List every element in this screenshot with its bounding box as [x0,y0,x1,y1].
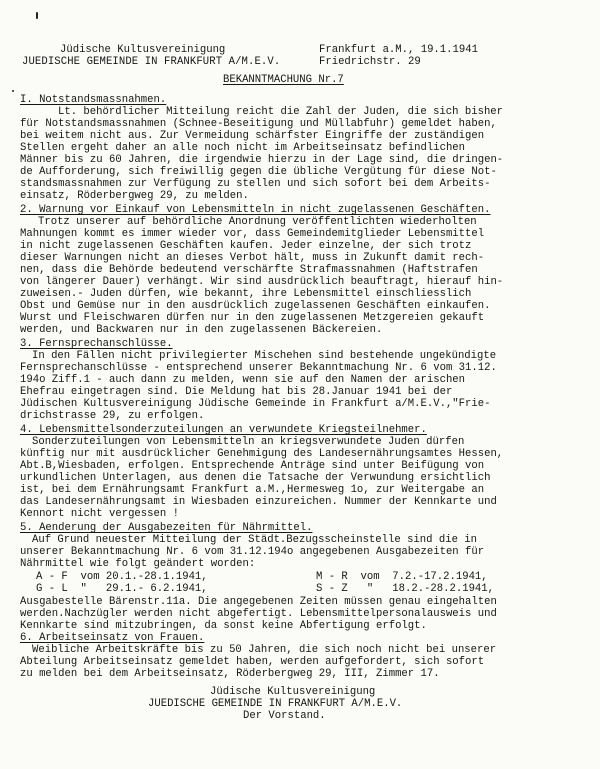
scan-speck [36,12,38,19]
body-line: nen, dass die Behörde bedeutend verschärfte Strafmassnahmen (Haftstrafen [20,264,478,276]
body-line: Lt. behördlicher Mitteilung reicht die Zahl der Juden, die sich bisher [58,106,504,118]
body-line: Männer bis zu 60 Jahren, die irgendwie hierzu in der Lage sind, die dringen- [20,154,504,166]
body-line: werden, und Backwaren nur in den zugelassenen Bäckereien. [20,324,383,336]
body-line: standsmassnahmen zur Verfügung zu stellen und sich sofort bei dem Arbeits- [20,178,491,190]
body-line: Stellen ergeht daher an alle noch nicht im Arbeitseinsatz befindlichen [20,142,466,154]
org-name-line2: JUEDISCHE GEMEINDE IN FRANKFURT A/M.E.V. [22,56,281,68]
section-4-heading: 4. Lebensmittelsonderzuteilungen an verwundete Kriegsteilnehmer. [20,424,427,436]
body-line: zuweisen.- Juden dürfen, wie bekannt, ihre Lebensmittel einschliesslich [20,288,472,300]
body-line: Nährmittel wie folgt geändert worden: [20,558,256,570]
schedule-left: A - F vom 20.1.-28.1.1941, [36,571,208,583]
body-line: ist, bei dem Ernährungsamt Frankfurt a.M.,Hermesweg 1o, zur Weitergabe an [20,484,485,496]
section-5-heading: 5. Aenderung der Ausgabezeiten für Nährmittel. [20,522,313,534]
body-line: in nicht zugelassenen Geschäften kaufen. Jeder einzelne, der sich trotz [20,240,472,252]
body-line: künftig nur mit ausdrücklicher Genehmigung des Landesernährungsamtes Hessen, [20,448,504,460]
org-name-line1: Jüdische Kultusvereinigung [60,44,226,56]
body-line: Wurst und Fleischwaren dürfen nur in den zugelassenen Metzgereien gekauft [20,312,485,324]
body-line: Kennkarte sind mitzubringen, da sonst keine Abfertigung erfolgt. [20,620,427,632]
body-line: Trotz unserer auf behördliche Anordnung veröffentlichten wiederholten [38,216,477,228]
section-1-heading: I. Notstandsmassnahmen. [20,94,167,106]
body-line: von längerer Dauer) verhängt. Wir sind ausdrücklich beauftragt, hierauf hin- [20,276,504,288]
section-2-heading: 2. Warnung vor Einkauf von Lebensmitteln in nicht zugelassenen Geschäften. [20,204,491,216]
body-line: Jüdischen Kultusvereinigung Jüdische Gemeinde in Frankfurt a/M.E.V.,"Frie- [20,398,491,410]
schedule-left: G - L " 29.1.- 6.2.1941, [36,583,208,595]
street-address: Friedrichstr. 29 [319,56,421,68]
body-line: Sonderzuteilungen von Lebensmitteln an kriegsverwundete Juden dürfen [32,436,465,448]
body-line: urkundlichen Unterlagen, aus denen die Tatsache der Verwundung ersichtlich [20,472,491,484]
announcement-title: BEKANNTMACHUNG Nr.7 [223,74,344,86]
body-line: Ausgabestelle Bärenstr.11a. Die angegebenen Zeiten müssen genau eingehalten [20,596,497,608]
body-line: das Landesernährungsamt in Wiesbaden einzureichen. Nummer der Kennkarte und [20,496,497,508]
place-date: Frankfurt a.M., 19.1.1941 [319,44,478,56]
body-line: drichstrasse 29, zu erfolgen. [20,410,205,422]
body-line: Auf Grund neuester Mitteilung der Städt.Bezugsscheinstelle sind die in [32,534,478,546]
section-6-heading: 6. Arbeitseinsatz von Frauen. [20,632,205,644]
section-3-heading: 3. Fernsprechanschlüsse. [20,338,173,350]
body-line: Abteilung Arbeitseinsatz gemeldet haben, werden aufgefordert, sich sofort [20,656,485,668]
body-line: 194o Ziff.1 - auch dann zu melden, wenn sie auf den Namen der arischen [20,374,466,386]
body-line: Fernsprechanschlüsse - entsprechend unserer Bekanntmachung Nr. 6 vom 31.12. [20,362,497,374]
body-line: de Aufforderung, sich freiwillig gegen die übliche Vergütung für diese Not- [20,166,497,178]
closing-org-line2: JUEDISCHE GEMEINDE IN FRANKFURT A/M.E.V. [148,698,403,710]
body-line: Obst und Gemüse nur in den ausdrücklich zugelassenen Geschäften einkaufen. [20,300,491,312]
body-line: dieser Warnungen nicht an dieses Verbot hält, muss in Zukunft damit rech- [20,252,485,264]
body-line: Kennort nicht vergessen ! [20,508,179,520]
closing-org-line1: Jüdische Kultusvereinigung [210,686,376,698]
schedule-right: M - R vom 7.2.-17.2.1941, [316,571,488,583]
body-line: bei weitem nicht aus. Zur Vermeidung schärfster Eingriffe der zuständigen [20,130,485,142]
body-line: werden.Nachzügler werden nicht abgefertigt. Lebensmittelpersonalausweis und [20,608,497,620]
body-line: unserer Bekanntmachung Nr. 6 vom 31.12.194o angegebenen Ausgabezeiten für [20,546,485,558]
body-line: zu melden bei dem Arbeitseinsatz, Röderbergweg 29, III, Zimmer 17. [20,668,440,680]
closing-signature: Der Vorstand. [243,710,326,722]
body-line: In den Fällen nicht privilegierter Mischehen sind bestehende ungekündigte [32,350,497,362]
body-line: Weibliche Arbeitskräfte bis zu 50 Jahren, die sich noch nicht bei unserer [32,644,497,656]
body-line: einsatz, Röderbergweg 29, zu melden. [20,190,249,202]
body-line: für Notstandsmassnahmen (Schnee-Beseitigung und Müllabfuhr) gemeldet haben, [20,118,497,130]
body-line: Ehefrau eingetragen sind. Die Meldung hat bis 28.Januar 1941 bei der [20,386,453,398]
body-line: Mahnungen kommt es immer wieder vor, dass Gemeindemitglieder Lebensmittel [20,228,485,240]
scan-speck [12,90,14,92]
body-line: Abt.B,Wiesbaden, erfolgen. Entsprechende Anträge sind unter Beifügung von [20,460,485,472]
schedule-right: S - Z " 18.2.-28.2.1941, [316,583,495,595]
